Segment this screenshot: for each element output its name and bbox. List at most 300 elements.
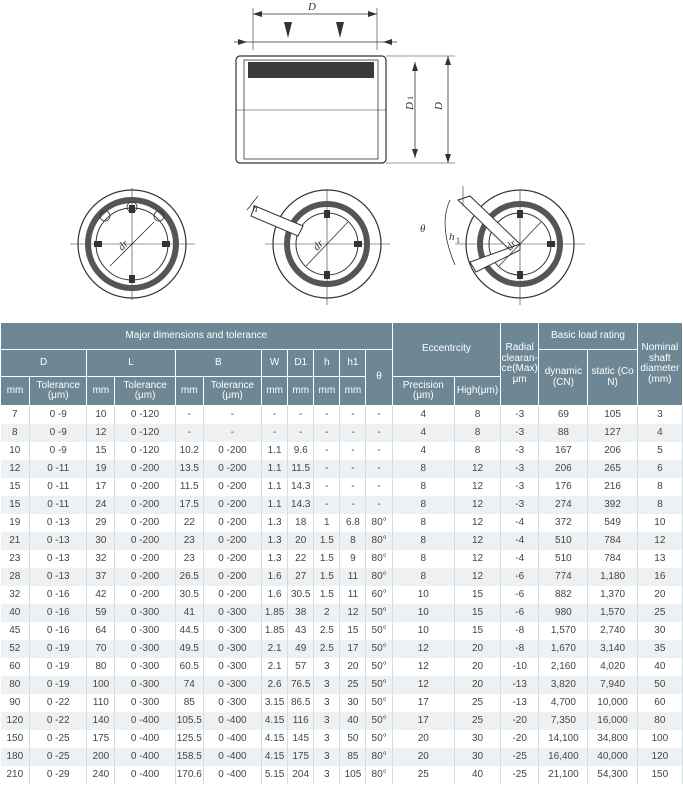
table-cell: - <box>203 424 261 442</box>
table-cell: 10 <box>1 442 30 460</box>
table-cell: 13.5 <box>175 460 203 478</box>
table-cell: 21,100 <box>539 766 588 784</box>
table-cell: 30 <box>87 532 115 550</box>
table-cell: 37 <box>87 568 115 586</box>
table-cell: 0 -200 <box>203 496 261 514</box>
table-cell: 8 <box>340 532 366 550</box>
table-cell: 8 <box>392 568 454 586</box>
table-cell: 8 <box>454 406 500 425</box>
header-D: D <box>1 350 87 377</box>
unit-tolerance: Tolerance (μm) <box>30 377 87 406</box>
table-cell: 0 -11 <box>30 496 87 514</box>
table-cell: -20 <box>501 730 539 748</box>
table-cell: 60 <box>1 658 30 676</box>
table-cell: 0 -400 <box>115 712 175 730</box>
table-cell: 16,400 <box>539 748 588 766</box>
table-cell: 9 <box>340 550 366 568</box>
unit-mm: mm <box>262 377 288 406</box>
table-cell: 3 <box>314 730 340 748</box>
table-cell: 0 -200 <box>115 586 175 604</box>
table-cell: 8 <box>392 514 454 532</box>
table-cell: 6.8 <box>340 514 366 532</box>
table-cell: 17 <box>87 478 115 496</box>
table-cell: 49 <box>288 640 314 658</box>
table-cell: 20 <box>340 658 366 676</box>
table-cell: 8 <box>1 424 30 442</box>
table-cell: 60 <box>637 694 682 712</box>
table-cell: 8 <box>454 442 500 460</box>
table-cell: 2.5 <box>314 640 340 658</box>
table-cell: 50° <box>366 694 392 712</box>
table-cell: 80° <box>366 514 392 532</box>
table-cell: 0 -19 <box>30 640 87 658</box>
table-cell: 40 <box>454 766 500 784</box>
table-cell: -25 <box>501 748 539 766</box>
table-cell: 21 <box>1 532 30 550</box>
table-row <box>1 568 683 586</box>
table-cell: - <box>340 478 366 496</box>
table-cell: - <box>340 406 366 425</box>
header-eccentricity: Eccentrcity <box>392 323 500 377</box>
table-cell: -10 <box>501 658 539 676</box>
header-radial-clearance: Radial clearan-ce(Max) μm <box>501 323 539 406</box>
table-cell: 32 <box>87 550 115 568</box>
unit-high: High(μm) <box>454 377 500 406</box>
table-cell: -4 <box>501 532 539 550</box>
table-cell: - <box>175 424 203 442</box>
label-dr-2: dr <box>310 237 327 254</box>
table-cell: -13 <box>501 694 539 712</box>
table-cell: 206 <box>539 460 588 478</box>
table-cell: 35 <box>637 640 682 658</box>
table-cell: 0 -300 <box>115 622 175 640</box>
table-cell: 1.1 <box>262 496 288 514</box>
table-cell: 3.15 <box>262 694 288 712</box>
table-cell: - <box>366 406 392 425</box>
table-cell: 110 <box>87 694 115 712</box>
table-cell: 12 <box>340 604 366 622</box>
table-cell: 20 <box>454 640 500 658</box>
table-cell: 3,820 <box>539 676 588 694</box>
table-cell: 10.2 <box>175 442 203 460</box>
table-cell: 11 <box>340 568 366 586</box>
table-cell: 120 <box>637 748 682 766</box>
table-cell: 1.3 <box>262 550 288 568</box>
table-cell: - <box>314 460 340 478</box>
table-row <box>1 604 683 622</box>
unit-mm: mm <box>340 377 366 406</box>
table-cell: 12 <box>454 568 500 586</box>
header-theta: θ <box>366 350 392 406</box>
table-cell: 16 <box>637 568 682 586</box>
table-cell: 80° <box>366 568 392 586</box>
table-cell: 20 <box>637 586 682 604</box>
table-cell: 25 <box>637 604 682 622</box>
label-dr-1: dr <box>115 237 132 254</box>
table-cell: 52 <box>1 640 30 658</box>
table-row <box>1 478 683 496</box>
table-cell: 15 <box>454 586 500 604</box>
table-cell: -13 <box>501 676 539 694</box>
table-cell: 549 <box>588 514 637 532</box>
table-cell: 59 <box>87 604 115 622</box>
table-cell: 0 -300 <box>115 676 175 694</box>
table-cell: 40 <box>637 658 682 676</box>
table-cell: -6 <box>501 568 539 586</box>
table-cell: 1.1 <box>262 478 288 496</box>
table-cell: 170.6 <box>175 766 203 784</box>
table-cell: 20 <box>288 532 314 550</box>
unit-mm: mm <box>288 377 314 406</box>
table-cell: 1,670 <box>539 640 588 658</box>
label-D-top: D <box>308 1 316 13</box>
table-cell: 100 <box>87 676 115 694</box>
table-cell: 1,370 <box>588 586 637 604</box>
table-cell: 2,160 <box>539 658 588 676</box>
table-cell: 70 <box>87 640 115 658</box>
table-cell: 0 -400 <box>203 730 261 748</box>
table-cell: 176 <box>539 478 588 496</box>
table-cell: 180 <box>1 748 30 766</box>
table-cell: -4 <box>501 550 539 568</box>
table-cell: 17 <box>392 712 454 730</box>
table-cell: 60° <box>366 586 392 604</box>
table-cell: 0 -200 <box>203 550 261 568</box>
side-view-drawing <box>234 8 455 163</box>
table-cell: 1 <box>314 514 340 532</box>
table-cell: 4.15 <box>262 712 288 730</box>
table-cell: 12 <box>454 460 500 478</box>
table-row <box>1 532 683 550</box>
table-cell: 43 <box>288 622 314 640</box>
table-cell: 150 <box>1 730 30 748</box>
table-cell: 50° <box>366 676 392 694</box>
table-cell: 15 <box>87 442 115 460</box>
label-dr-3: dr <box>503 237 520 254</box>
table-cell: 145 <box>288 730 314 748</box>
table-cell: 25 <box>340 676 366 694</box>
table-cell: 15 <box>454 604 500 622</box>
table-cell: 105 <box>340 766 366 784</box>
table-cell: - <box>366 442 392 460</box>
table-cell: -6 <box>501 586 539 604</box>
table-cell: 30 <box>637 622 682 640</box>
table-cell: 0 -200 <box>115 568 175 586</box>
table-cell: 0 -300 <box>115 694 175 712</box>
table-cell: 45 <box>1 622 30 640</box>
table-cell: - <box>314 478 340 496</box>
table-cell: -3 <box>501 442 539 460</box>
table-cell: 0 -200 <box>115 514 175 532</box>
table-cell: 8 <box>392 460 454 478</box>
table-cell: 0 -9 <box>30 406 87 425</box>
table-cell: 22 <box>288 550 314 568</box>
table-cell: 20 <box>392 748 454 766</box>
table-cell: 80° <box>366 766 392 784</box>
table-cell: 0 -13 <box>30 550 87 568</box>
table-cell: 206 <box>588 442 637 460</box>
table-cell: 3 <box>314 712 340 730</box>
table-cell: 0 -200 <box>203 478 261 496</box>
table-cell: 3 <box>314 694 340 712</box>
table-cell: 4,020 <box>588 658 637 676</box>
table-cell: 4 <box>637 424 682 442</box>
table-cell: 2.6 <box>262 676 288 694</box>
table-cell: 14,100 <box>539 730 588 748</box>
table-cell: - <box>366 496 392 514</box>
table-cell: 8 <box>637 496 682 514</box>
table-cell: 784 <box>588 550 637 568</box>
table-cell: 86.5 <box>288 694 314 712</box>
table-cell: 1,180 <box>588 568 637 586</box>
table-cell: 0 -400 <box>203 712 261 730</box>
table-cell: 23 <box>175 532 203 550</box>
table-cell: 20 <box>454 658 500 676</box>
table-cell: - <box>366 424 392 442</box>
table-cell: 2,740 <box>588 622 637 640</box>
table-cell: - <box>366 478 392 496</box>
table-cell: - <box>340 496 366 514</box>
table-cell: - <box>340 424 366 442</box>
table-cell: 19 <box>1 514 30 532</box>
table-cell: 12 <box>454 496 500 514</box>
label-D-right: D <box>433 102 445 110</box>
label-h1: h <box>449 231 455 243</box>
table-cell: 50° <box>366 622 392 640</box>
table-cell: 200 <box>87 748 115 766</box>
header-D1: D1 <box>288 350 314 377</box>
table-cell: 2.1 <box>262 640 288 658</box>
header-major-dimensions: Major dimensions and tolerance <box>1 323 393 350</box>
label-D1: D <box>404 102 416 110</box>
table-cell: 1,570 <box>539 622 588 640</box>
table-cell: 100 <box>637 730 682 748</box>
table-cell: 127 <box>588 424 637 442</box>
table-cell: 167 <box>539 442 588 460</box>
header-W: W <box>262 350 288 377</box>
table-cell: - <box>314 424 340 442</box>
table-cell: 1.5 <box>314 550 340 568</box>
table-cell: 12 <box>637 532 682 550</box>
table-cell: 980 <box>539 604 588 622</box>
table-cell: 80 <box>1 676 30 694</box>
table-cell: 40 <box>340 712 366 730</box>
table-cell: 0 -300 <box>115 658 175 676</box>
table-cell: 3 <box>314 766 340 784</box>
table-cell: 0 -25 <box>30 748 87 766</box>
table-cell: 158.5 <box>175 748 203 766</box>
table-cell: 0 -29 <box>30 766 87 784</box>
table-cell: 8 <box>454 424 500 442</box>
spec-table <box>0 322 683 784</box>
table-cell: 10 <box>87 406 115 425</box>
table-cell: 0 -200 <box>203 532 261 550</box>
table-cell: -3 <box>501 424 539 442</box>
table-cell: 10 <box>392 622 454 640</box>
table-cell: 17.5 <box>175 496 203 514</box>
table-cell: 120 <box>1 712 30 730</box>
table-cell: 1,570 <box>588 604 637 622</box>
table-cell: 210 <box>1 766 30 784</box>
table-row <box>1 766 683 784</box>
table-cell: 50° <box>366 658 392 676</box>
table-cell: 13 <box>637 550 682 568</box>
table-cell: -8 <box>501 640 539 658</box>
table-cell: 0 -200 <box>203 442 261 460</box>
table-row <box>1 712 683 730</box>
table-cell: 1.85 <box>262 604 288 622</box>
table-cell: - <box>262 424 288 442</box>
table-cell: 25 <box>454 712 500 730</box>
table-cell: 20 <box>392 730 454 748</box>
table-cell: 0 -22 <box>30 712 87 730</box>
table-cell: 0 -200 <box>203 586 261 604</box>
header-nominal-shaft: Nominal shaft diameter (mm) <box>637 323 682 406</box>
table-cell: 7,350 <box>539 712 588 730</box>
table-cell: 0 -16 <box>30 586 87 604</box>
table-cell: 0 -300 <box>203 676 261 694</box>
table-cell: 8 <box>392 532 454 550</box>
table-cell: 140 <box>87 712 115 730</box>
table-cell: 12 <box>1 460 30 478</box>
table-cell: 12 <box>454 532 500 550</box>
table-cell: 0 -300 <box>203 604 261 622</box>
table-cell: 40,000 <box>588 748 637 766</box>
table-cell: 125.5 <box>175 730 203 748</box>
table-cell: - <box>288 424 314 442</box>
unit-mm: mm <box>175 377 203 406</box>
table-cell: 0 -400 <box>203 766 261 784</box>
table-cell: 116 <box>288 712 314 730</box>
table-cell: 0 -200 <box>203 568 261 586</box>
table-cell: - <box>175 406 203 425</box>
table-cell: 60.5 <box>175 658 203 676</box>
table-cell: 26.5 <box>175 568 203 586</box>
table-cell: 5 <box>637 442 682 460</box>
table-cell: 64 <box>87 622 115 640</box>
table-cell: - <box>314 406 340 425</box>
table-row <box>1 406 683 425</box>
table-cell: 11.5 <box>175 478 203 496</box>
table-cell: 0 -11 <box>30 460 87 478</box>
table-row <box>1 514 683 532</box>
table-cell: 12 <box>392 676 454 694</box>
table-cell: 14.3 <box>288 496 314 514</box>
table-cell: 57 <box>288 658 314 676</box>
table-cell: 0 -400 <box>203 748 261 766</box>
table-cell: - <box>314 442 340 460</box>
table-cell: 0 -300 <box>115 604 175 622</box>
table-cell: 15 <box>1 478 30 496</box>
table-cell: 4 <box>392 406 454 425</box>
table-cell: 85 <box>175 694 203 712</box>
table-cell: 11.5 <box>288 460 314 478</box>
table-cell: 204 <box>288 766 314 784</box>
table-cell: 0 -300 <box>203 640 261 658</box>
table-cell: 0 -13 <box>30 514 87 532</box>
table-cell: 16,000 <box>588 712 637 730</box>
table-cell: -8 <box>501 622 539 640</box>
table-cell: 0 -19 <box>30 658 87 676</box>
table-cell: 38 <box>288 604 314 622</box>
label-D1-sub: 1 <box>406 96 415 100</box>
table-cell: 3 <box>314 658 340 676</box>
table-cell: 3,140 <box>588 640 637 658</box>
table-cell: 8 <box>392 478 454 496</box>
table-cell: 0 -120 <box>115 442 175 460</box>
table-cell: -6 <box>501 604 539 622</box>
table-row <box>1 676 683 694</box>
table-cell: 28 <box>1 568 30 586</box>
table-cell: 2 <box>314 604 340 622</box>
table-cell: 10 <box>637 514 682 532</box>
table-cell: 18 <box>288 514 314 532</box>
table-cell: 784 <box>588 532 637 550</box>
table-cell: 0 -19 <box>30 676 87 694</box>
table-cell: 80 <box>87 658 115 676</box>
table-cell: 27 <box>288 568 314 586</box>
table-cell: 0 -200 <box>115 532 175 550</box>
table-cell: 25 <box>454 694 500 712</box>
table-cell: 12 <box>454 478 500 496</box>
table-cell: 1.6 <box>262 568 288 586</box>
table-cell: 240 <box>87 766 115 784</box>
table-row <box>1 622 683 640</box>
table-cell: 6 <box>637 460 682 478</box>
table-cell: -3 <box>501 460 539 478</box>
table-cell: 0 -200 <box>115 496 175 514</box>
table-row <box>1 748 683 766</box>
header-h1: h1 <box>340 350 366 377</box>
table-cell: 54,300 <box>588 766 637 784</box>
table-cell: 10 <box>392 586 454 604</box>
end-view-drawing-1 <box>70 188 195 300</box>
table-cell: - <box>288 406 314 425</box>
table-cell: 0 -200 <box>115 478 175 496</box>
table-cell: 175 <box>288 748 314 766</box>
table-cell: 11 <box>340 586 366 604</box>
table-cell: 10 <box>392 604 454 622</box>
table-cell: 30.5 <box>288 586 314 604</box>
table-cell: -3 <box>501 406 539 425</box>
table-cell: 150 <box>637 766 682 784</box>
header-dynamic: dynamic (CN) <box>539 350 588 406</box>
table-cell: 22 <box>175 514 203 532</box>
table-row <box>1 496 683 514</box>
table-cell: 7,940 <box>588 676 637 694</box>
header-basic-load-rating: Basic load rating <box>539 323 637 350</box>
table-cell: - <box>340 460 366 478</box>
table-cell: 7 <box>1 406 30 425</box>
table-cell: 50° <box>366 730 392 748</box>
table-cell: 0 -300 <box>203 694 261 712</box>
table-cell: 0 -400 <box>115 766 175 784</box>
table-cell: 29 <box>87 514 115 532</box>
table-cell: 41 <box>175 604 203 622</box>
table-cell: 1.3 <box>262 532 288 550</box>
table-cell: 216 <box>588 478 637 496</box>
table-cell: 0 -13 <box>30 568 87 586</box>
table-cell: 392 <box>588 496 637 514</box>
table-cell: -25 <box>501 766 539 784</box>
label-theta: θ <box>420 223 426 235</box>
table-cell: 0 -13 <box>30 532 87 550</box>
table-row <box>1 442 683 460</box>
table-cell: 23 <box>175 550 203 568</box>
table-cell: 3 <box>637 406 682 425</box>
table-cell: 10,000 <box>588 694 637 712</box>
table-cell: 32 <box>1 586 30 604</box>
